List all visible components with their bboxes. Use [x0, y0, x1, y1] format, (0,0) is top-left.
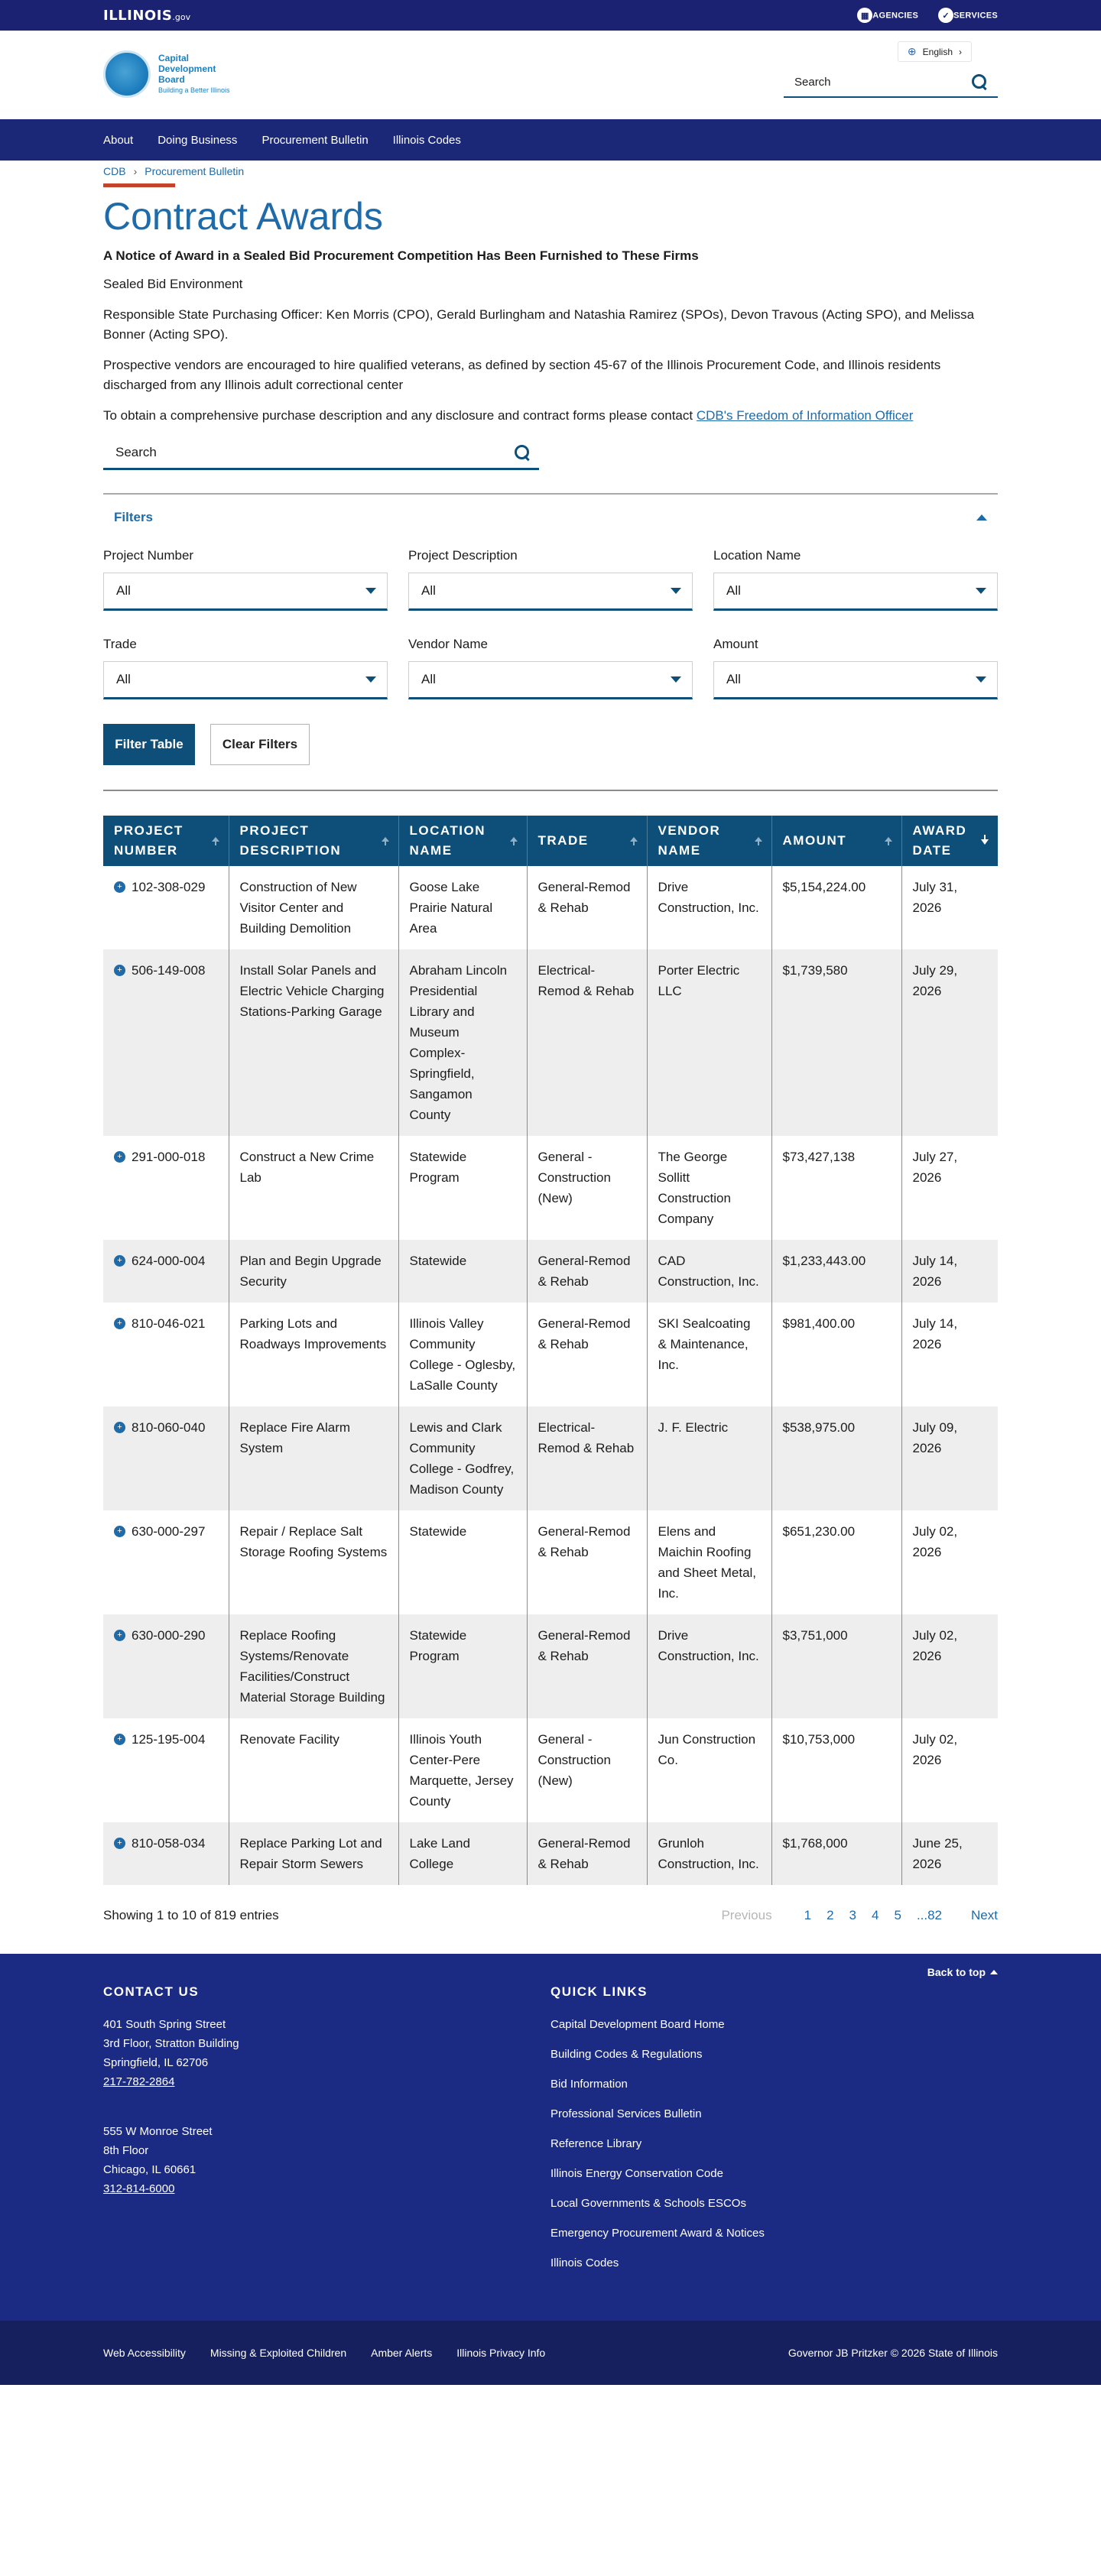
- table-cell: Illinois Youth Center-Pere Marquette, Jersey County: [398, 1718, 527, 1822]
- table-search-input[interactable]: Search: [103, 436, 539, 470]
- officers-text: Responsible State Purchasing Officer: Ken Morris (CPO), Gerald Burlingham and Natashia Ramirez (SPOs), Devon Travous (Acting SPO), and Melissa Bonner (Acting SPO).: [103, 307, 975, 342]
- privacy-info-link[interactable]: Illinois Privacy Info: [456, 2347, 546, 2359]
- sort-arrow-icon: [382, 837, 389, 842]
- expand-row-icon[interactable]: +: [114, 965, 125, 976]
- caret-down-icon: [671, 588, 681, 594]
- amber-alerts-link[interactable]: Amber Alerts: [371, 2347, 433, 2359]
- breadcrumb: [103, 165, 998, 177]
- table-cell: June 25, 2026: [901, 1822, 998, 1885]
- nav-procurement-bulletin[interactable]: Procurement Bulletin: [261, 133, 369, 147]
- expand-row-icon[interactable]: +: [114, 1734, 125, 1745]
- quick-link-item: [550, 2134, 998, 2153]
- table-header-row: [103, 816, 998, 866]
- table-cell: [103, 949, 229, 1136]
- table-cell: Statewide: [398, 1510, 527, 1614]
- expand-row-icon[interactable]: +: [114, 1526, 125, 1537]
- table-row: [103, 949, 998, 1136]
- project-number-cell: + 810-046-021: [114, 1313, 218, 1334]
- quick-link[interactable]: Local Governments & Schools ESCOs: [550, 2197, 746, 2210]
- table-cell: Goose Lake Prairie Natural Area: [398, 866, 527, 949]
- table-cell: Lewis and Clark Community College - Godfrey, Madison County: [398, 1406, 527, 1510]
- award-notice: A Notice of Award in a Sealed Bid Procurement Competition Has Been Furnished to These Firms: [103, 248, 699, 263]
- table-cell: July 14, 2026: [912, 1316, 958, 1351]
- table-cell: July 02, 2026: [912, 1524, 958, 1559]
- globe-icon: ⊕: [907, 45, 917, 57]
- table-row: [103, 1136, 998, 1240]
- filter-amount: Amount All: [713, 637, 998, 699]
- sort-down-arrow-icon: [981, 839, 989, 845]
- language-selector[interactable]: ⊕ English ›: [898, 41, 972, 62]
- expand-row-icon[interactable]: +: [114, 1151, 125, 1163]
- search-icon[interactable]: [515, 445, 530, 460]
- quick-link[interactable]: Bid Information: [550, 2078, 628, 2091]
- vendor-name-select[interactable]: All: [408, 661, 693, 699]
- agencies-link[interactable]: ▦ AGENCIES: [857, 8, 918, 23]
- missing-children-link[interactable]: Missing & Exploited Children: [209, 2347, 347, 2359]
- column-header-amount[interactable]: AMOUNT: [771, 816, 901, 866]
- table-footer: [103, 1908, 998, 1923]
- table-cell: July 27, 2026: [912, 1150, 958, 1185]
- quick-link[interactable]: Professional Services Bulletin: [550, 2107, 702, 2120]
- table-cell: $1,739,580: [771, 949, 901, 1136]
- table-cell: Porter Electric LLC: [647, 949, 771, 1136]
- table-cell: Install Solar Panels and Electric Vehicle Charging Stations-Parking Garage: [229, 949, 398, 1136]
- building-icon: ▦: [857, 8, 872, 23]
- filter-vendor-name: Vendor Name All: [408, 637, 693, 699]
- table-cell: $73,427,138: [771, 1136, 901, 1240]
- table-row: [103, 1303, 998, 1406]
- nav-about[interactable]: About: [103, 133, 134, 147]
- column-header-project-description[interactable]: PROJECT DESCRIPTION: [229, 816, 398, 866]
- previous-page-button[interactable]: Previous: [721, 1908, 772, 1922]
- page-5-button[interactable]: 5: [894, 1908, 901, 1922]
- amount-select[interactable]: All: [713, 661, 998, 699]
- table-cell: Abraham Lincoln Presidential Library and Museum Complex-Springfield, Sangamon County: [398, 949, 527, 1136]
- filters-toggle[interactable]: Filters: [103, 493, 998, 525]
- quick-link[interactable]: Building Codes & Regulations: [550, 2048, 703, 2061]
- table-cell: $981,400.00: [771, 1303, 901, 1406]
- table-cell: The George Sollitt Construction Company: [647, 1136, 771, 1240]
- table-cell: General-Remod & Rehab: [527, 1240, 647, 1303]
- foia-link[interactable]: CDB's Freedom of Information Officer: [696, 408, 914, 423]
- caret-down-icon: [976, 588, 986, 594]
- expand-row-icon[interactable]: +: [114, 881, 125, 893]
- table-cell: [103, 1822, 229, 1885]
- quick-link[interactable]: Illinois Energy Conservation Code: [550, 2167, 723, 2180]
- services-link[interactable]: ✓ SERVICES: [938, 8, 998, 23]
- main-content: [103, 165, 998, 1923]
- quick-link-item: [550, 2194, 998, 2213]
- filter-trade: Trade All: [103, 637, 388, 699]
- table-cell: General-Remod & Rehab: [527, 1822, 647, 1885]
- web-accessibility-link[interactable]: Web Accessibility: [103, 2347, 186, 2359]
- filter-table-button[interactable]: Filter Table: [103, 724, 195, 765]
- top-bar: [0, 0, 1101, 31]
- project-number-cell: + 506-149-008: [114, 960, 218, 981]
- column-header-location-name[interactable]: LOCATION NAME: [398, 816, 527, 866]
- table-cell: J. F. Electric: [647, 1406, 771, 1510]
- table-cell: [103, 1510, 229, 1614]
- breadcrumb-cdb[interactable]: CDB: [103, 165, 126, 177]
- springfield-phone-link[interactable]: 217-782-2864: [103, 2075, 175, 2088]
- main-nav: [0, 119, 1101, 161]
- expand-row-icon[interactable]: +: [114, 1318, 125, 1329]
- expand-row-icon[interactable]: +: [114, 1630, 125, 1641]
- table-cell: Electrical-Remod & Rehab: [527, 1406, 647, 1510]
- check-icon: ✓: [938, 8, 953, 23]
- pagination: [721, 1908, 998, 1923]
- table-cell: July 31, 2026: [912, 880, 958, 915]
- project-number-select[interactable]: All: [103, 573, 388, 611]
- table-cell: General-Remod & Rehab: [527, 866, 647, 949]
- table-cell: [103, 1614, 229, 1718]
- sort-arrow-icon: [630, 837, 638, 842]
- page-title: Contract Awards: [103, 195, 383, 238]
- column-header-trade[interactable]: TRADE: [527, 816, 647, 866]
- table-cell: $5,154,224.00: [771, 866, 901, 949]
- nav-doing-business[interactable]: Doing Business: [158, 133, 238, 147]
- project-number-cell: + 125-195-004: [114, 1729, 218, 1750]
- site-header: [0, 31, 1101, 119]
- table-cell: [103, 1303, 229, 1406]
- caret-up-icon: [990, 1970, 998, 1974]
- table-row: [103, 1240, 998, 1303]
- table-cell: Replace Roofing Systems/Renovate Facilities/Construct Material Storage Building: [229, 1614, 398, 1718]
- table-cell: Lake Land College: [398, 1822, 527, 1885]
- divider: [103, 790, 998, 791]
- table-cell: General-Remod & Rehab: [527, 1614, 647, 1718]
- table-cell: Electrical-Remod & Rehab: [527, 949, 647, 1136]
- last-page-button[interactable]: ...82: [916, 1908, 943, 1922]
- cdb-seal-icon: [103, 50, 151, 98]
- chevron-right-icon: ›: [133, 165, 138, 177]
- search-icon[interactable]: [972, 74, 987, 89]
- contact-column: CONTACT US 401 South Spring Street 3rd Floor, Stratton Building Springfield, IL 62706 217-782-2864 555 W Monroe Street 8th Floor Chicago, IL 60661 312-814-6000: [103, 1984, 550, 2283]
- column-header-project-number[interactable]: PROJECT NUMBER: [103, 816, 229, 866]
- table-cell: $10,753,000: [771, 1718, 901, 1822]
- quick-link[interactable]: Emergency Procurement Award & Notices: [550, 2227, 765, 2240]
- quick-link-item: [550, 2164, 998, 2183]
- table-cell: Plan and Begin Upgrade Security: [229, 1240, 398, 1303]
- filter-project-number: Project Number All: [103, 548, 388, 611]
- entries-info: Showing 1 to 10 of 819 entries: [103, 1908, 279, 1922]
- table-cell: $1,233,443.00: [771, 1240, 901, 1303]
- chevron-right-icon: ›: [959, 46, 962, 57]
- table-cell: Grunloh Construction, Inc.: [647, 1822, 771, 1885]
- table-cell: $651,230.00: [771, 1510, 901, 1614]
- expand-row-icon[interactable]: +: [114, 1838, 125, 1849]
- column-header-award-date[interactable]: AWARD DATE: [901, 816, 998, 866]
- table-cell: $538,975.00: [771, 1406, 901, 1510]
- quick-link-item: [550, 2075, 998, 2094]
- table-cell: Statewide Program: [398, 1136, 527, 1240]
- table-cell: July 02, 2026: [912, 1732, 958, 1767]
- cdb-logo[interactable]: Capital Development Board Building a Better Illinois: [103, 50, 230, 98]
- page-4-button[interactable]: 4: [872, 1908, 879, 1922]
- table-cell: Parking Lots and Roadways Improvements: [229, 1303, 398, 1406]
- title-accent-bar: [103, 183, 175, 187]
- table-cell: July 14, 2026: [901, 1240, 998, 1303]
- veterans-text: Prospective vendors are encouraged to hire qualified veterans, as defined by section 45-67 of the Illinois Procurement Code, and Illinois residents discharged from any Illinois adult correctional center: [103, 358, 941, 392]
- table-cell: Statewide Program: [398, 1614, 527, 1718]
- caret-down-icon: [365, 676, 376, 683]
- filter-project-description: Project Description All: [408, 548, 693, 611]
- table-cell: [103, 1718, 229, 1822]
- page-3-button[interactable]: 3: [849, 1908, 856, 1922]
- table-cell: Statewide: [398, 1240, 527, 1303]
- topbar-links: [857, 8, 998, 23]
- project-number-cell: + 810-058-034: [114, 1833, 218, 1854]
- trade-select[interactable]: All: [103, 661, 388, 699]
- quick-link-item: [550, 2104, 998, 2123]
- project-description-select[interactable]: All: [408, 573, 693, 611]
- quick-link[interactable]: Illinois Codes: [550, 2256, 619, 2269]
- quick-link-item: [550, 2045, 998, 2064]
- table-row: [103, 1822, 998, 1885]
- quick-links-list: [550, 2015, 998, 2273]
- table-row: [103, 1510, 998, 1614]
- table-cell: [103, 1240, 229, 1303]
- nav-illinois-codes[interactable]: Illinois Codes: [392, 133, 461, 147]
- chicago-phone-link[interactable]: 312-814-6000: [103, 2182, 175, 2195]
- table-cell: July 09, 2026: [901, 1406, 998, 1510]
- column-header-vendor-name[interactable]: VENDOR NAME: [647, 816, 771, 866]
- bottom-bar: [0, 2321, 1101, 2385]
- table-cell: Illinois Valley Community College - Oglesby, LaSalle County: [398, 1303, 527, 1406]
- expand-row-icon[interactable]: +: [114, 1255, 125, 1267]
- table-cell: [103, 866, 229, 949]
- page-2-button[interactable]: 2: [827, 1908, 834, 1922]
- quick-link[interactable]: Reference Library: [550, 2137, 642, 2150]
- table-row: [103, 1718, 998, 1822]
- table-cell: $1,768,000: [771, 1822, 901, 1885]
- table-cell: General - Construction (New): [527, 1718, 647, 1822]
- filters-grid: [103, 548, 998, 699]
- quick-link[interactable]: Capital Development Board Home: [550, 2018, 725, 2031]
- back-to-top-link[interactable]: Back to top: [927, 1966, 998, 1978]
- quick-link-item: [550, 2015, 998, 2034]
- project-number-cell: + 630-000-297: [114, 1521, 218, 1542]
- table-cell: General - Construction (New): [527, 1136, 647, 1240]
- environment-text: Sealed Bid Environment: [103, 277, 243, 291]
- copyright: Governor JB Pritzker © 2026 State of Illinois: [788, 2347, 998, 2359]
- table-cell: [103, 1136, 229, 1240]
- filter-buttons: [103, 724, 998, 765]
- project-number-cell: + 624-000-004: [114, 1251, 218, 1271]
- bottom-links: [103, 2347, 545, 2359]
- foia-text: To obtain a comprehensive purchase description and any disclosure and contract forms please contact CDB's Freedom of Information Officer: [103, 408, 914, 423]
- contract-awards-table: [103, 816, 998, 1885]
- table-cell: Drive Construction, Inc.: [647, 1614, 771, 1718]
- quick-links-column: QUICK LINKS Capital Development Board Home Building Codes & Regulations Bid Information Professional Services Bulletin Reference Library Illinois Energy Conservation Code Local Governments & Schools ESCOs Emergency Procurement Award & Notices Illinois Codes: [550, 1984, 998, 2283]
- table-row: [103, 1406, 998, 1510]
- caret-down-icon: [671, 676, 681, 683]
- sort-arrow-icon: [510, 837, 518, 842]
- sort-arrow-icon: [885, 837, 892, 842]
- expand-row-icon[interactable]: +: [114, 1422, 125, 1433]
- table-cell: July 29, 2026: [901, 949, 998, 1136]
- quick-link-item: [550, 2253, 998, 2273]
- caret-down-icon: [976, 676, 986, 683]
- table-body: [103, 866, 998, 1885]
- table-cell: Elens and Maichin Roofing and Sheet Metal, Inc.: [647, 1510, 771, 1614]
- caret-up-icon: [976, 514, 987, 521]
- sort-arrow-icon: [755, 837, 762, 842]
- location-name-select[interactable]: All: [713, 573, 998, 611]
- filter-location-name: Location Name All: [713, 548, 998, 611]
- breadcrumb-procurement-bulletin[interactable]: Procurement Bulletin: [145, 165, 245, 177]
- table-cell: Replace Fire Alarm System: [229, 1406, 398, 1510]
- quick-link-item: [550, 2224, 998, 2243]
- caret-down-icon: [365, 588, 376, 594]
- project-number-cell: + 810-060-040: [114, 1417, 218, 1438]
- project-number-cell: + 291-000-018: [114, 1147, 218, 1167]
- table-cell: Construction of New Visitor Center and Building Demolition: [229, 866, 398, 949]
- table-row: [103, 1614, 998, 1718]
- page-1-button[interactable]: 1: [804, 1908, 812, 1922]
- table-cell: Renovate Facility: [229, 1718, 398, 1822]
- table-cell: Jun Construction Co.: [647, 1718, 771, 1822]
- table-cell: General-Remod & Rehab: [527, 1303, 647, 1406]
- table-cell: Replace Parking Lot and Repair Storm Sewers: [229, 1822, 398, 1885]
- sort-arrow-icon: [212, 837, 219, 842]
- table-cell: July 02, 2026: [901, 1614, 998, 1718]
- illinois-gov-logo[interactable]: ILLINOIS.gov: [103, 7, 191, 24]
- table-cell: Drive Construction, Inc.: [647, 866, 771, 949]
- table-cell: [103, 1406, 229, 1510]
- site-footer: [0, 1954, 1101, 2321]
- table-cell: $3,751,000: [771, 1614, 901, 1718]
- springfield-address: 401 South Spring Street 3rd Floor, Stratton Building Springfield, IL 62706 217-782-2864: [103, 2018, 239, 2088]
- table-cell: SKI Sealcoating & Maintenance, Inc.: [647, 1303, 771, 1406]
- table-cell: CAD Construction, Inc.: [647, 1240, 771, 1303]
- chicago-address: 555 W Monroe Street 8th Floor Chicago, IL 60661 312-814-6000: [103, 2125, 213, 2195]
- project-number-cell: + 102-308-029: [114, 877, 218, 897]
- project-number-cell: + 630-000-290: [114, 1625, 218, 1646]
- table-cell: General-Remod & Rehab: [527, 1510, 647, 1614]
- table-cell: Repair / Replace Salt Storage Roofing Systems: [229, 1510, 398, 1614]
- clear-filters-button[interactable]: Clear Filters: [210, 724, 310, 765]
- next-page-button[interactable]: Next: [971, 1908, 998, 1922]
- table-cell: Construct a New Crime Lab: [229, 1136, 398, 1240]
- site-search-input[interactable]: Search: [784, 67, 998, 98]
- table-row: [103, 866, 998, 949]
